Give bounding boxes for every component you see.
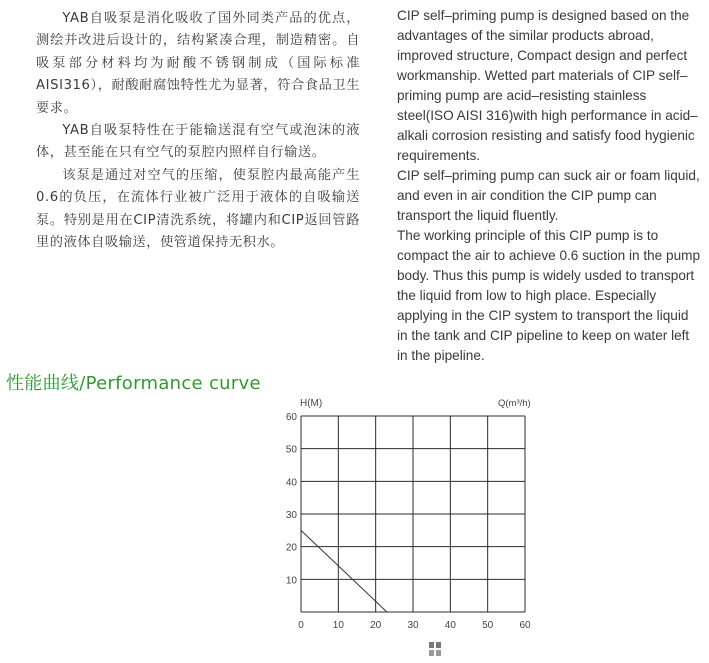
x-axis-label: Q(m³/h): [498, 398, 531, 409]
y-tick-label: 20: [285, 542, 297, 554]
chinese-description: [36, 8, 360, 254]
y-tick-label: 60: [285, 412, 297, 423]
y-tick-label: 40: [285, 477, 297, 489]
en-paragraph-1: CIP self–priming pump is designed based on the advantages of the similar products abroad, improved structure, Compact design and perfect workmanship. Wetted part materials of CIP self–priming pump are acid–resisting stainless steel(ISO AISI 316)with high performance in acid–alkali corrosion resisting and satisfy food hygienic requirements.: [397, 8, 698, 163]
x-tick-label: 20: [370, 620, 382, 631]
y-tick-label: 30: [285, 510, 297, 521]
x-tick-label: 0: [298, 620, 304, 631]
chart-series: [301, 530, 387, 612]
chart-grid: [301, 416, 525, 612]
x-tick-label: 60: [519, 620, 531, 631]
y-tick-label: 50: [285, 444, 297, 456]
zh-paragraph-3: 该泵是通过对空气的压缩，使泵腔内最高能产生0.6的负压，在流体行业被广泛用于液体的自吸输送泵。特别是用在CIP清洗系统，将罐内和CIP返回管路里的液体自吸输送，使管道保持无积水。: [36, 167, 360, 251]
y-axis-label: H(M): [300, 398, 323, 409]
x-tick-label: 40: [444, 620, 456, 631]
performance-curve-chart: [270, 390, 560, 635]
en-paragraph-2: CIP self–priming pump can suck air or foam liquid, and even in air condition the CIP pump can transport the liquid fluently.: [397, 168, 700, 223]
en-paragraph-3: The working principle of this CIP pump is to compact the air to achieve 0.6 suction in the pump body. Thus this pump is widely usded to transport the liquid from low to high place. Especially applying in the CIP system to transport the liquid in the tank and CIP pipeline to keep on water left in the pipeline.: [397, 228, 701, 363]
english-description: [397, 6, 702, 366]
chart-ticks: [286, 412, 531, 631]
x-tick-label: 50: [482, 620, 494, 631]
x-tick-label: 30: [407, 620, 419, 631]
page-ornament-icon: [428, 640, 442, 658]
performance-curve-line: [301, 530, 387, 612]
section-title: 性能曲线/Performance curve: [6, 373, 261, 394]
zh-paragraph-1: YAB自吸泵是消化吸收了国外同类产品的优点，测绘并改进后设计的，结构紧凑合理，制造精密。自吸泵部分材料均为耐酸不锈钢制成（国际标准AISI316），耐酸耐腐蚀特性尤为显著，符合食品卫生要求。: [36, 11, 360, 116]
y-tick-label: 10: [285, 575, 297, 587]
x-tick-label: 10: [332, 620, 344, 631]
zh-paragraph-2: YAB自吸泵特性在于能输送混有空气或泡沫的液体，甚至能在只有空气的泵腔内照样自行输送。: [36, 123, 360, 161]
